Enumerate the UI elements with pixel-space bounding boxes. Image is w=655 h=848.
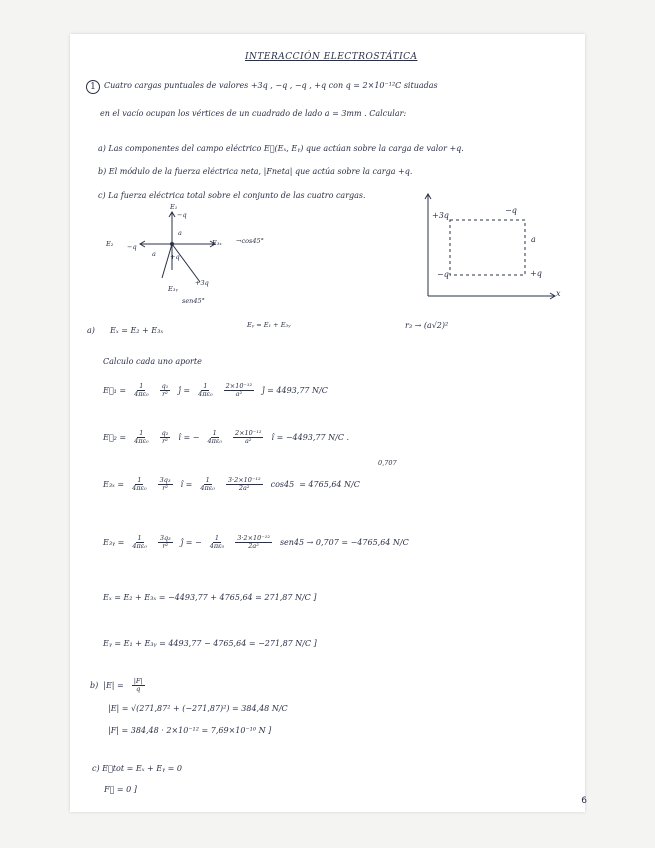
diagram-label-neg-q: −q	[127, 243, 137, 251]
e3-vector-line	[172, 244, 200, 282]
e1-value-denominator: a²	[235, 390, 243, 399]
b-eq1-lhs: |E| =	[103, 680, 124, 690]
e3x-result: = 4765,64 N/C	[299, 479, 360, 489]
e1-mid: ĵ =	[178, 385, 191, 395]
e3y-constant-denominator: 4πε₀	[132, 542, 147, 551]
e1-constant-fraction	[134, 383, 149, 398]
e1-lhs: E⃗₁ =	[103, 385, 127, 395]
e3x-constant-numerator-2: 1	[205, 476, 210, 484]
e2-value-denominator: a²	[244, 437, 252, 446]
e3y-charge-denominator: r²	[162, 542, 169, 551]
e3x-constant-fraction	[132, 477, 147, 492]
problem-number-circle: 1	[86, 80, 100, 94]
e3y-lhs: E₃ᵧ =	[103, 537, 125, 547]
calc-intro: Calculo cada uno aporte	[103, 357, 202, 366]
e2-value-numerator: 2×10⁻¹²	[234, 429, 262, 437]
ex-sum-equation: Eₓ = E₂ + E₃ₓ	[110, 326, 164, 335]
square-side-label: a	[531, 235, 536, 244]
diagram-label-sen45: sen45°	[182, 297, 205, 305]
charge-point-q	[170, 242, 174, 246]
e3x-lhs: E₃ₓ =	[103, 479, 125, 489]
e2-constant-numerator: 1	[139, 429, 144, 437]
e2-charge-numerator: q₂	[161, 429, 169, 437]
e3y-line	[162, 244, 172, 278]
diagram-label-side-a: a	[152, 250, 156, 258]
e3x-value-numerator: 3·2×10⁻¹²	[227, 476, 261, 484]
e1-constant-denominator: 4πε₀	[134, 390, 149, 399]
b-eq1-numerator: |F|	[133, 677, 143, 685]
e3y-constant-numerator: 1	[137, 534, 142, 542]
e3y-constant-fraction-2	[210, 535, 225, 550]
e1-value-fraction	[224, 383, 255, 398]
e1-charge-denominator: r²	[162, 390, 168, 399]
e3x-constant-numerator: 1	[137, 476, 142, 484]
corner-label-neg-q-top: −q	[505, 206, 517, 215]
field-vector-diagram	[100, 200, 300, 310]
b-equation-3: |F| = 384,48 · 2×10⁻¹² = 7,69×10⁻¹⁰ N ]	[108, 726, 272, 735]
b-equation-2: |E| = √(271,87² + (−271,87)²) = 384,48 N/C	[108, 704, 288, 713]
e3y-value-denominator: 2a²	[248, 542, 259, 551]
e3x-constant-denominator-2: 4πε₀	[200, 484, 215, 493]
square-dashed-outline	[450, 220, 525, 275]
problem-part-a: a) Las componentes del campo eléctrico E⃗(Eₓ, Eᵧ) que actúan sobre la carga de valor +q.	[98, 144, 464, 153]
e2-value-fraction	[233, 430, 264, 445]
e2-constant-numerator-2: 1	[212, 429, 217, 437]
diagram-label-plus-3q: +3q	[195, 279, 209, 287]
page-mark: 6	[581, 796, 587, 806]
problem-statement-line1: Cuatro cargas puntuales de valores +3q , −q , −q , +q con q = 2×10⁻¹²C situadas	[104, 81, 438, 90]
e2-result: î = −4493,77 N/C .	[271, 432, 350, 442]
c-equation-2: F⃗ = 0 ]	[104, 785, 137, 794]
e1-charge-numerator: q₁	[161, 382, 169, 390]
e2-constant-fraction-2	[207, 430, 222, 445]
problem-part-c: c) La fuerza eléctrica total sobre el conjunto de las cuatro cargas.	[98, 191, 366, 200]
e3y-value-fraction	[235, 535, 272, 550]
corner-label-plus-3q: +3q	[432, 211, 449, 220]
e2-constant-denominator: 4πε₀	[134, 437, 149, 446]
problem-statement-line2: en el vacío ocupan los vértices de un cuadrado de lado a = 3mm . Calcular:	[100, 109, 407, 118]
e2-constant-denominator-2: 4πε₀	[207, 437, 222, 446]
diagram-label-cos45: →cos45°	[236, 237, 264, 245]
e3x-charge-numerator: 3q₃	[159, 476, 171, 484]
e3y-charge-fraction	[158, 535, 173, 550]
ey-final-equation: Eᵧ = E₁ + E₃ᵧ = 4493,77 − 4765,64 = −271,87 N/C ]	[103, 639, 317, 648]
r3-note: r₃ → (a√2)²	[405, 321, 449, 330]
corner-label-neg-q-bottom: −q	[437, 270, 449, 279]
square-charge-diagram	[420, 190, 560, 300]
b-eq1-fraction	[132, 678, 145, 693]
problem-part-b: b) El módulo de la fuerza eléctrica neta, |Fneta| que actúa sobre la carga +q.	[98, 167, 413, 176]
e3x-cos: cos45	[270, 479, 295, 489]
e1-result: ĵ = 4493,77 N/C	[262, 385, 328, 395]
e3y-equation	[103, 535, 409, 550]
e3x-equation	[103, 477, 360, 492]
e3x-value-fraction	[226, 477, 263, 492]
e3y-constant-numerator-2: 1	[214, 534, 220, 542]
e3x-constant-fraction-2	[200, 477, 215, 492]
e1-charge-fraction	[160, 383, 171, 398]
e3x-value-denominator: 2a²	[238, 484, 250, 493]
e2-equation	[103, 430, 349, 445]
diagram-label-e3x: E₃ₓ	[212, 239, 222, 247]
e3y-mid: ĵ = −	[180, 537, 202, 547]
diagram-label-e1: E₁	[170, 203, 178, 211]
e2-constant-fraction	[134, 430, 149, 445]
diagram-label-side-a-vertical: a	[178, 229, 182, 237]
e1-equation	[103, 383, 328, 398]
e2-charge-denominator: r²	[162, 437, 168, 446]
e2-charge-fraction	[160, 430, 171, 445]
e1-constant-numerator-2: 1	[203, 382, 208, 390]
e1-constant-denominator-2: 4πε₀	[198, 390, 213, 399]
e1-constant-numerator: 1	[139, 382, 144, 390]
e3x-constant-denominator: 4πε₀	[132, 484, 147, 493]
solution-a-label: a)	[87, 326, 95, 335]
e1-constant-fraction-2	[198, 383, 213, 398]
e3x-mid: î =	[180, 479, 193, 489]
ey-sum-equation: Eᵧ = E₁ + E₃ᵧ	[247, 321, 291, 329]
page-title: INTERACCIÓN ELECTROSTÁTICA	[245, 52, 418, 62]
diagram-label-e2: E₂	[106, 240, 114, 248]
e3y-constant-fraction	[132, 535, 147, 550]
e3y-constant-denominator-2: 4πε₀	[209, 542, 225, 551]
e3y-result: sen45 → 0,707 = −4765,64 N/C	[279, 537, 409, 547]
b-label: b)	[90, 680, 99, 690]
e3x-charge-fraction	[158, 477, 173, 492]
e2-mid: î = −	[178, 432, 200, 442]
e2-lhs: E⃗₂ =	[103, 432, 127, 442]
diagram-label-neg-q-top: −q	[177, 211, 187, 219]
b-eq1-denominator: q	[136, 685, 141, 694]
ex-final-equation: Eₓ = E₂ + E₃ₓ = −4493,77 + 4765,64 = 271,87 N/C ]	[103, 593, 317, 602]
e1-value-numerator: 2×10⁻¹²	[225, 382, 253, 390]
c-equation-1: c) E⃗tot = Eₓ + Eᵧ = 0	[92, 764, 183, 773]
e3y-value-numerator: 3·2×10⁻¹²	[237, 534, 270, 542]
diagram-label-e3y: E₃ᵧ	[168, 285, 178, 293]
e3x-cos-note: 0,707	[378, 459, 397, 467]
e3x-charge-denominator: r²	[162, 484, 168, 493]
b-equation-1	[90, 678, 148, 693]
x-axis-label: x	[556, 289, 561, 298]
e3y-charge-numerator: 3q₃	[159, 534, 171, 542]
diagram-label-plus-q: +q	[170, 253, 180, 261]
problem-number	[86, 80, 100, 94]
corner-label-plus-q: +q	[530, 269, 542, 278]
